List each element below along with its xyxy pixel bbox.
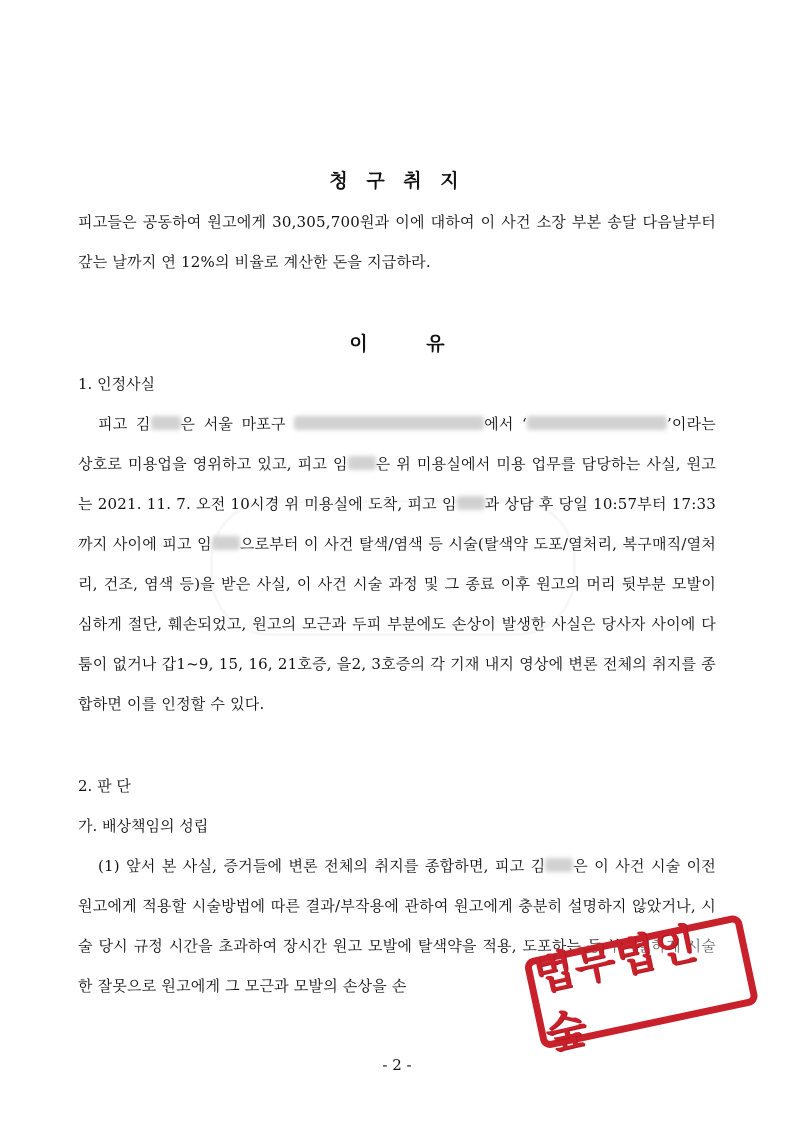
facts-text-5: 은 위 미용실에서 미용 업무를 담당하는 사실, 원고는 2021. 11. 7. 오전 10시경 위 미용실에 도착, 피고 임 <box>78 455 716 513</box>
facts-text-4: ’이라는 상호로 미용업을 영위하고 있고, 피고 임 <box>78 415 716 473</box>
subsection-liability-title: 가. 배상책임의 성립 <box>78 817 209 835</box>
liability-text-2: 은 이 사건 시술 이전 원고에게 적용할 시술방법에 따른 결과/부작용에 관하여 원고에게 충분히 설명하지 않았거나, 시술 당시 규정 시간을 초과하여 장시간 원고 모발에 탈색약을 적용, 도포하는 등 부적절하게 시술한 잘못으로 원고에게 그 모근과 모발의 손상을 손 <box>78 857 716 995</box>
claim-heading: 청 구 취 지 <box>329 170 465 192</box>
section-facts-title: 1. 인정사실 <box>78 375 156 393</box>
facts-text-6: 과 상담 후 당일 10:57부터 17:33까지 사이에 피고 임 <box>78 495 716 553</box>
section-judgment-title: 2. 판 단 <box>78 777 131 795</box>
facts-text-7: 으로부터 이 사건 탈색/염색 등 시술(탈색약 도포/열처리, 복구매직/열처리, 건조, 염색 등)을 받은 사실, 이 사건 시술 과정 및 그 종료 이후 원고의 머리 뒷부분 모발이 심하게 절단, 훼손되었고, 원고의 모근과 두피 부분에도 손상이 발생한 사실은 당사자 사이에 다툼이 없거나 갑1~9, 15, 16, 21호증, 을2, 3호증의 각 기재 내지 영상에 변론 전체의 취지를 종합하면 이를 인정할 수 있다. <box>78 535 716 713</box>
redacted-shop-name <box>527 416 667 430</box>
page-number: - 2 - <box>382 1056 412 1074</box>
facts-text-3: 에서 ‘ <box>484 415 527 433</box>
redacted-name <box>212 536 240 550</box>
facts-paragraph <box>78 404 716 724</box>
redacted-address <box>294 416 484 430</box>
facts-text-2: 은 서울 마포구 <box>180 415 286 433</box>
stamp-text: 법무법인 숲 <box>528 917 702 1060</box>
redacted-name <box>348 456 376 470</box>
claim-body: 피고들은 공동하여 원고에게 30,305,700원과 이에 대하여 이 사건 소장 부본 송달 다음날부터 갚는 날까지 연 12%의 비율로 계산한 돈을 지급하라. <box>78 213 716 271</box>
liability-text-1: (1) 앞서 본 사실, 증거들에 변론 전체의 취지를 종합하면, 피고 김 <box>98 857 546 875</box>
facts-text-1: 피고 김 <box>98 415 151 433</box>
redacted-name <box>545 858 573 872</box>
redacted-name <box>457 496 485 510</box>
redacted-name <box>151 416 181 430</box>
reasons-heading: 이 유 <box>349 333 445 355</box>
